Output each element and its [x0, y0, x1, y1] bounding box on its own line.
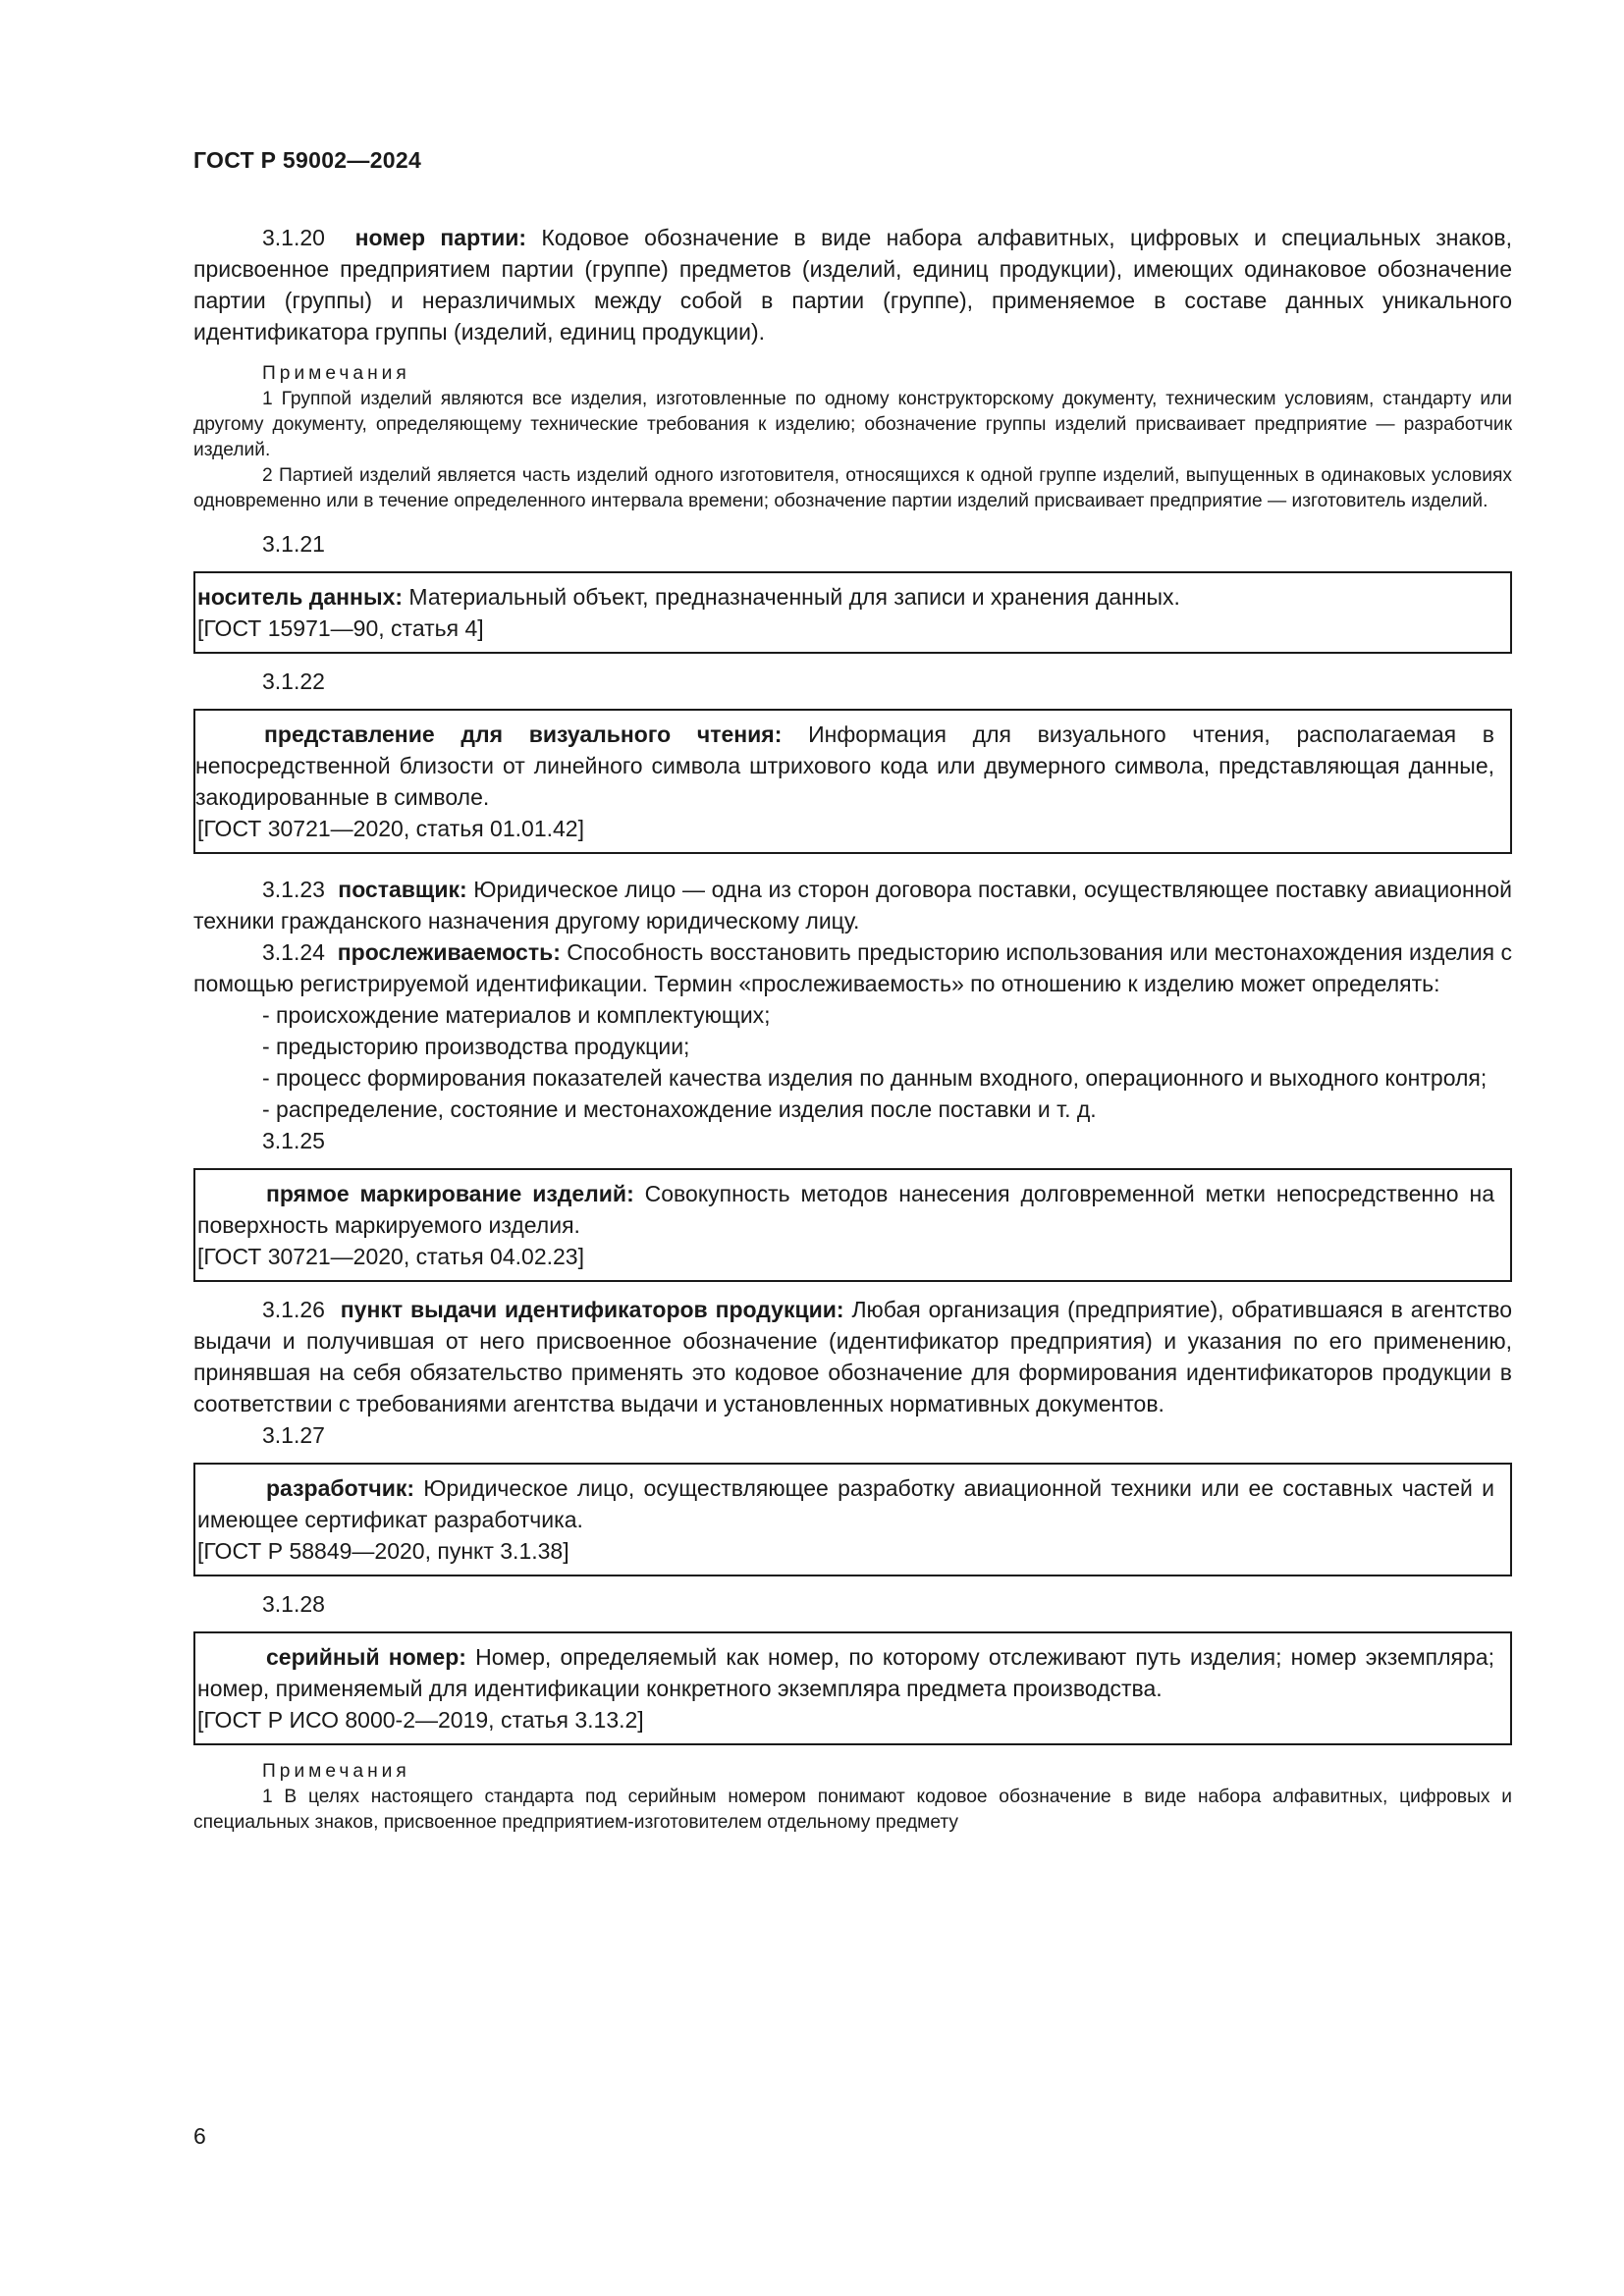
note-1: 1 Группой изделий являются все изделия, изготовленные по одному конструкторскому документу, техническим условиям, стандарту или другому документу, определяющему технические требования к изделию; обозначение группы изделий присваивает предприятие — разработчик изделий.	[193, 389, 1512, 460]
term-number: 3.1.24	[262, 939, 325, 965]
list-item: - происхождение материалов и комплектующих;	[262, 1002, 771, 1028]
term-paragraph	[195, 581, 1494, 613]
source-reference: [ГОСТ 15971—90, статья 4]	[197, 615, 484, 641]
term-name: номер партии:	[354, 225, 527, 250]
term-paragraph	[195, 1472, 1494, 1535]
quoted-definition-box	[193, 1631, 1512, 1745]
term-number: 3.1.23	[262, 877, 325, 902]
notes-title: Примечания	[262, 1761, 410, 1782]
term-definition: Информация для визуального чтения, располагаемая в непосредственной близости от линейного символа штрихового кода или двумерного символа, представляющая данные, закодированные в символе.	[195, 721, 1495, 810]
source-reference: [ГОСТ Р ИСО 8000-2—2019, статья 3.13.2]	[197, 1707, 644, 1733]
term-definition: Юридическое лицо — одна из сторон договора поставки, осуществляющее поставку авиационной техники гражданского назначения другому юридическому лицу.	[193, 877, 1512, 934]
term-name: серийный номер:	[266, 1644, 466, 1670]
quoted-definition-box	[193, 1168, 1512, 1282]
quoted-definition-box	[193, 571, 1512, 654]
term-name: носитель данных:	[197, 584, 404, 610]
source-reference: [ГОСТ Р 58849—2020, пункт 3.1.38]	[197, 1538, 569, 1564]
term-number: 3.1.27	[262, 1422, 325, 1448]
page-number: 6	[193, 2123, 206, 2149]
document-page	[193, 147, 1512, 1836]
quoted-definition-box	[193, 709, 1512, 854]
term-entry-3-1-23	[193, 874, 1512, 936]
term-name: прямое маркирование изделий:	[266, 1181, 634, 1206]
term-name: разработчик:	[266, 1475, 415, 1501]
term-name: прослеживаемость:	[337, 939, 561, 965]
note-2: 2 Партией изделий является часть изделий одного изготовителя, относящихся к одной группе изделий, выпущенных в одинаковых условиях одновременно или в течение определенного интервала времени; обозначение партии изделий присваивает предприятие — изготовитель изделий.	[193, 465, 1512, 511]
term-paragraph	[195, 1641, 1494, 1704]
term-paragraph	[193, 222, 1512, 347]
term-entry-3-1-25	[193, 1125, 1512, 1282]
term-name: представление для визуального чтения:	[264, 721, 783, 747]
document-code-header: ГОСТ Р 59002—2024	[193, 147, 422, 173]
term-paragraph	[195, 719, 1494, 813]
list-item: - предысторию производства продукции;	[262, 1034, 690, 1059]
note-1: 1 В целях настоящего стандарта под серийным номером понимают кодовое обозначение в виде набора алфавитных, цифровых и специальных знаков, присвоенное предприятием-изготовителем отдельному предмету	[193, 1787, 1512, 1833]
term-number: 3.1.26	[262, 1297, 325, 1322]
term-number: 3.1.20	[262, 225, 325, 250]
term-name: поставщик:	[338, 877, 467, 902]
list-item: - распределение, состояние и местонахождение изделия после поставки и т. д.	[262, 1096, 1097, 1122]
term-definition: Кодовое обозначение в виде набора алфавитных, цифровых и специальных знаков, присвоенное предприятием партии (группе) предметов (изделий, единиц продукции), имеющих одинаковое обозначение партии (группы) и неразличимых между собой в партии (группе), применяемое в составе данных уникального идентификатора группы (изделий, единиц продукции).	[193, 225, 1512, 345]
term-entry-3-1-27	[193, 1419, 1512, 1576]
term-paragraph	[193, 936, 1512, 999]
term-definition: Способность восстановить предысторию использования или местонахождения изделия с помощью регистрируемой идентификации. Термин «прослеживаемость» по отношению к изделию может определять:	[193, 939, 1513, 996]
source-reference: [ГОСТ 30721—2020, статья 01.01.42]	[197, 816, 584, 841]
term-paragraph	[195, 1178, 1494, 1241]
term-entry-3-1-21	[193, 528, 1512, 654]
term-entry-3-1-28	[193, 1588, 1512, 1836]
term-entry-3-1-22	[193, 666, 1512, 854]
term-entry-3-1-24	[193, 936, 1512, 1125]
notes-title: Примечания	[262, 363, 410, 384]
term-number: 3.1.22	[262, 668, 325, 694]
term-definition: Юридическое лицо, осуществляющее разработку авиационной техники или ее составных частей и имеющее сертификат разработчика.	[197, 1475, 1494, 1532]
term-definition: Материальный объект, предназначенный для записи и хранения данных.	[403, 584, 1180, 610]
term-definition: Любая организация (предприятие), обратившаяся в агентство выдачи и получившая от него присвоенное обозначение (идентификатор предприятия) и указания по его применению, принявшая на себя обязательство применять это кодовое обозначение для формирования идентификаторов продукции в соответствии с требованиями агентства выдачи и установленных нормативных документов.	[193, 1297, 1512, 1416]
list-item: - процесс формирования показателей качества изделия по данным входного, операционного и выходного контроля;	[262, 1065, 1488, 1091]
term-entry-3-1-26	[193, 1294, 1512, 1419]
term-name: пункт выдачи идентификаторов продукции:	[340, 1297, 844, 1322]
quoted-definition-box	[193, 1463, 1512, 1576]
source-reference: [ГОСТ 30721—2020, статья 04.02.23]	[197, 1244, 584, 1269]
term-entry-3-1-20	[193, 222, 1512, 514]
term-definition: Номер, определяемый как номер, по которому отслеживают путь изделия; номер экземпляра; номер, применяемый для идентификации конкретного экземпляра предмета производства.	[197, 1644, 1494, 1701]
term-number: 3.1.28	[262, 1591, 325, 1617]
term-number: 3.1.21	[262, 531, 325, 557]
term-definition: Совокупность методов нанесения долговременной метки непосредственно на поверхность маркируемого изделия.	[197, 1181, 1495, 1238]
term-number: 3.1.25	[262, 1128, 325, 1153]
